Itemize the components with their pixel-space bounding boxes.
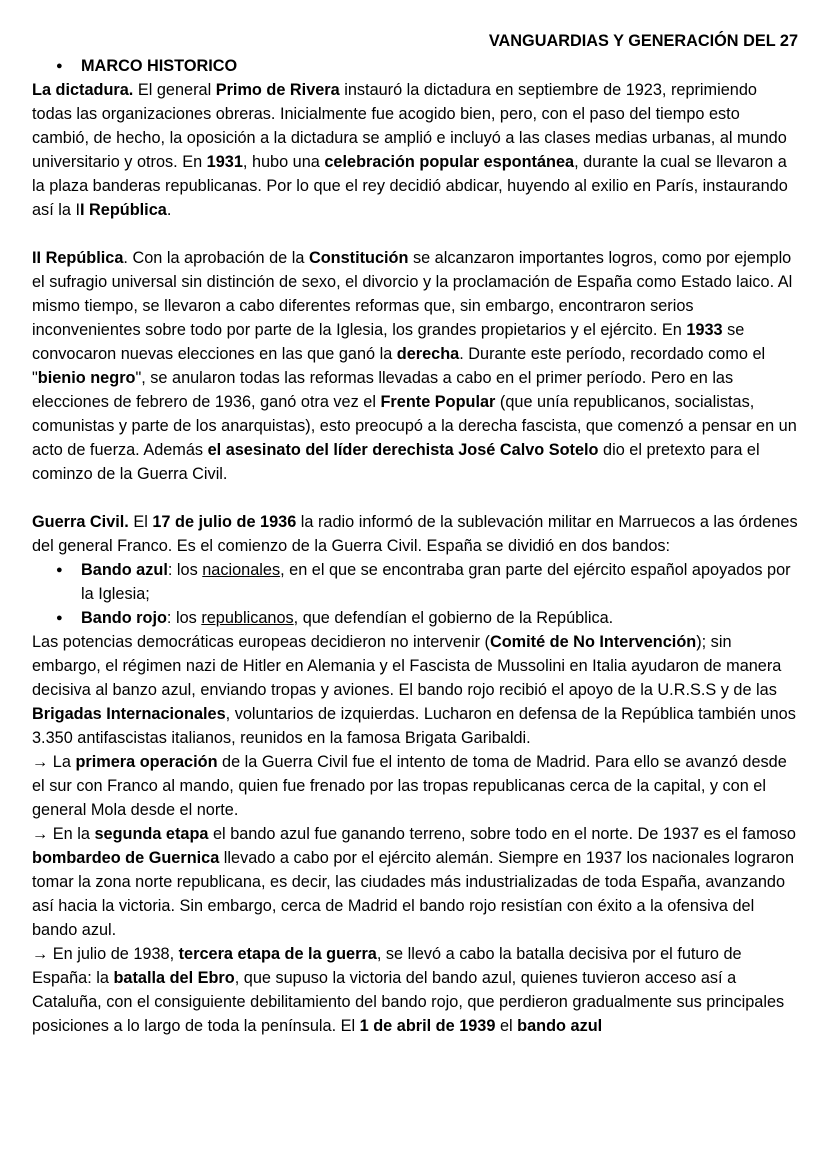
bold-run: primera operación xyxy=(75,753,218,771)
bold-run: 17 de julio de 1936 xyxy=(152,513,297,531)
text-run: → La xyxy=(32,753,76,771)
text-run: → En julio de 1938, xyxy=(32,945,179,963)
bold-run: celebración popular espontánea xyxy=(324,153,575,171)
dictadura-heading: La dictadura. xyxy=(32,81,134,99)
text-run: dio el pretexto para el cominzo de la Guerra Civil. xyxy=(32,441,760,483)
text-run: el bando azul fue ganando terreno, sobre todo en el norte. De 1937 es el famoso xyxy=(208,825,796,843)
text-run: llevado a cabo por el ejército alemán. Siempre en 1937 los nacionales lograron tomar la zona norte republicana, es decir, las ciudades más industrializadas de toda España, avanzando así hacia la victoria. Sin embargo, cerca de Madrid el bando rojo resistían con éxito a la ofensiva del bando azul. xyxy=(32,849,794,939)
bold-run: Primo de Rivera xyxy=(215,81,340,99)
bold-run: I República xyxy=(79,201,167,219)
bold-run: 1931 xyxy=(206,153,243,171)
bold-run: Bando azul xyxy=(81,561,168,579)
text-run: instauró la dictadura en septiembre de 1923, reprimiendo todas las organizaciones obreras. Inicialmente fue acogido bien, pero, con el paso del tiempo esto cambió, de hecho, la oposición a la dictadura se amplió e incluyó a las clases medias urbanas, al mundo universitario y otros. En xyxy=(32,81,787,171)
bold-run: segunda etapa xyxy=(94,825,209,843)
bold-run: tercera etapa de la guerra xyxy=(178,945,377,963)
paragraph-guerra xyxy=(32,510,798,558)
paragraph-republica xyxy=(32,246,798,486)
text-run: ); sin embargo, el régimen nazi de Hitler en Alemania y el Fascista de Mussolini en Italia ayudaron de manera decisiva al banzo azul, enviando tropas y aviones. El bando rojo recibió el apoyo de la U.R.S.S y de las xyxy=(32,633,782,699)
text-run: , durante la cual se llevaron a la plaza banderas republicanas. Por lo que el rey decidió abdicar, huyendo al exilio en París, instaurando así la I xyxy=(32,153,788,219)
text-run: Las potencias democráticas europeas decidieron no intervenir ( xyxy=(32,633,490,651)
bold-run: Comité de No Intervención xyxy=(489,633,697,651)
text-run: el xyxy=(495,1017,518,1035)
paragraph-potencias xyxy=(32,630,798,750)
bold-run: Brigadas Internacionales xyxy=(32,705,226,723)
text-run: , se llevó a cabo la batalla decisiva por el futuro de España: la xyxy=(32,945,742,987)
bold-run: derecha xyxy=(396,345,460,363)
text-run: se alcanzaron importantes logros, como por ejemplo el sufragio universal sin distinción de sexo, el divorcio y la proclamación de España como Estado laico. Al mismo tiempo, se llevaron a cabo diferentes reformas que, sin embargo, encontraron serios inconvenientes sobre todo por parte de la Iglesia, los grandes propietarios y el ejército. En xyxy=(32,249,793,339)
document-title: VANGUARDIAS Y GENERACIÓN DEL 27 xyxy=(488,32,798,50)
text-run: , en el que se encontraba gran parte del ejército español apoyados por la Iglesia; xyxy=(81,561,791,603)
paragraph-dictadura xyxy=(32,78,798,222)
list-item-bando-rojo xyxy=(32,606,798,630)
text-run: (que unía republicanos, socialistas, comunistas y parte de los anarquistas), esto preocupó a la derecha fascista, que comenzó a pensar en un acto de fuerza. Además xyxy=(32,393,797,459)
text-run: : los xyxy=(167,561,203,579)
paragraph-etapa-3 xyxy=(32,942,798,1038)
text-run: , que supuso la victoria del bando azul, quienes tuvieron acceso así a Cataluña, con el consiguiente debilitamiento del bando rojo, que perdieron gradualmente sus principales posiciones a lo largo de toda la península. El xyxy=(32,969,785,1035)
bold-run: Constitución xyxy=(308,249,409,267)
bold-run: Frente Popular xyxy=(380,393,496,411)
underlined-run: republicanos xyxy=(201,609,294,627)
text-run: ", se anularon todas las reformas llevadas a cabo en el primer período. Pero en las elecciones de febrero de 1936, ganó otra vez el xyxy=(32,369,734,411)
bold-run: el asesinato del líder derechista José Calvo Sotelo xyxy=(207,441,599,459)
paragraph-etapa-2 xyxy=(32,822,798,942)
text-run: , voluntarios de izquierdas. Lucharon en defensa de la República también unos 3.350 antifascistas italianos, reunidos en la famosa Brigata Garibaldi. xyxy=(32,705,796,747)
bold-run: batalla del Ebro xyxy=(113,969,235,987)
bold-run: bando azul xyxy=(517,1017,603,1035)
bold-run: Bando rojo xyxy=(81,609,167,627)
text-run: . Durante este período, recordado como el " xyxy=(32,345,766,387)
underlined-run: nacionales xyxy=(202,561,281,579)
text-run: se convocaron nuevas elecciones en las que ganó la xyxy=(32,321,745,363)
text-run: : los xyxy=(166,609,202,627)
text-run: El xyxy=(128,513,153,531)
text-run: de la Guerra Civil fue el intento de toma de Madrid. Para ello se avanzó desde el sur con Franco al mando, quien fue frenado por las tropas republicanas cerca de la capital, y con el general Mola desde el norte. xyxy=(32,753,787,819)
guerra-heading: Guerra Civil. xyxy=(32,513,129,531)
paragraph-gap xyxy=(32,222,798,246)
bandos-list xyxy=(32,558,798,630)
text-run: . xyxy=(166,201,172,219)
text-run: El general xyxy=(133,81,216,99)
section-heading-text: MARCO HISTORICO xyxy=(81,57,238,75)
bold-run: bienio negro xyxy=(37,369,136,387)
text-run: → En la xyxy=(32,825,95,843)
section-heading-list xyxy=(32,54,798,78)
list-item-bando-azul xyxy=(32,558,798,606)
section-heading xyxy=(32,54,798,78)
republica-heading: II República xyxy=(32,249,124,267)
text-run: . Con la aprobación de la xyxy=(123,249,309,267)
paragraph-etapa-1 xyxy=(32,750,798,822)
text-run: la radio informó de la sublevación militar en Marruecos a las órdenes del general Franco. Es el comienzo de la Guerra Civil. España se dividió en dos bandos: xyxy=(32,513,798,555)
bold-run: 1 de abril de 1939 xyxy=(359,1017,496,1035)
bold-run: bombardeo de Guernica xyxy=(32,849,220,867)
text-run: , hubo una xyxy=(242,153,325,171)
paragraph-gap xyxy=(32,486,798,510)
bold-run: 1933 xyxy=(686,321,723,339)
text-run: , que defendían el gobierno de la República. xyxy=(293,609,614,627)
